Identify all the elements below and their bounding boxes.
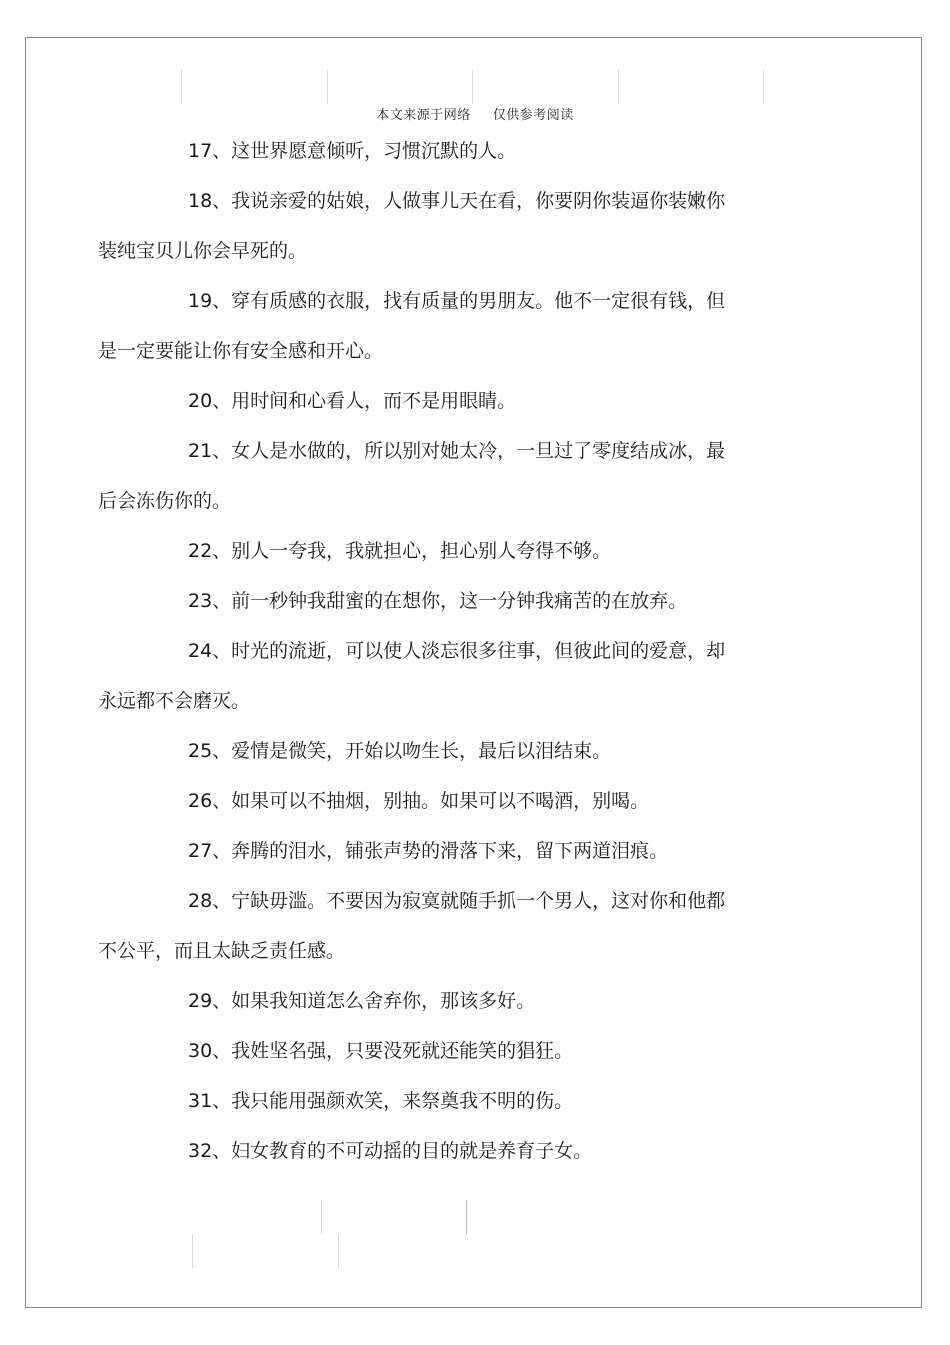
- item-line: 30、我姓坚名强，只要没死就还能笑的猖狂。: [188, 1040, 574, 1062]
- footer-tick: [192, 1234, 193, 1268]
- list-item: [143, 776, 779, 826]
- header-tick: [472, 70, 473, 104]
- footer-tick: [338, 1234, 339, 1268]
- list-item: [143, 976, 779, 1026]
- list-item: [143, 1026, 779, 1076]
- list-item: [98, 276, 779, 376]
- item-line: 22、别人一夸我，我就担心，担心别人夸得不够。: [188, 540, 612, 562]
- item-line-continued: 不公平，而且太缺乏责任感。: [98, 940, 346, 962]
- item-line: 32、妇女教育的不可动摇的目的就是养育子女。: [188, 1140, 593, 1162]
- item-line-continued: 后会冻伤你的。: [98, 490, 232, 512]
- list-item: [98, 626, 779, 726]
- header-source: 本文来源于网络: [376, 108, 471, 123]
- item-line: 28、宁缺毋滥。不要因为寂寞就随手抓一个男人，这对你和他都: [188, 890, 726, 912]
- item-line: 27、奔腾的泪水，铺张声势的滑落下来，留下两道泪痕。: [188, 840, 669, 862]
- header-tick: [618, 70, 619, 104]
- item-line-continued: 永远都不会磨灭。: [98, 690, 251, 712]
- list-item: [98, 876, 779, 976]
- item-line-continued: 装纯宝贝儿你会早死的。: [98, 240, 308, 262]
- page-header: [0, 104, 950, 123]
- document-body: [98, 126, 779, 1176]
- list-item: [143, 726, 779, 776]
- header-tick: [181, 70, 182, 104]
- item-line: 21、女人是水做的，所以别对她太冷，一旦过了零度结成冰，最: [188, 440, 726, 462]
- item-line: 20、用时间和心看人，而不是用眼睛。: [188, 390, 517, 412]
- item-line: 23、前一秒钟我甜蜜的在想你，这一分钟我痛苦的在放弃。: [188, 590, 688, 612]
- item-line: 18、我说亲爱的姑娘，人做事儿天在看，你要阴你装逼你装嫩你: [188, 190, 726, 212]
- list-item: [143, 526, 779, 576]
- header-tick: [327, 70, 328, 104]
- list-item: [143, 376, 779, 426]
- item-line: 17、这世界愿意倾听，习惯沉默的人。: [188, 140, 517, 162]
- header-notice: 仅供参考阅读: [492, 108, 574, 123]
- list-item: [98, 176, 779, 276]
- list-item: [143, 126, 779, 176]
- item-line: 24、时光的流逝，可以使人淡忘很多往事，但彼此间的爱意，却: [188, 640, 726, 662]
- header-tick: [763, 70, 764, 104]
- item-line: 29、如果我知道怎么舍弃你，那该多好。: [188, 990, 536, 1012]
- footer-tick: [321, 1200, 322, 1234]
- item-line: 26、如果可以不抽烟，别抽。如果可以不喝酒，别喝。: [188, 790, 650, 812]
- list-item: [143, 826, 779, 876]
- list-item: [143, 576, 779, 626]
- footer-tick: [466, 1200, 467, 1234]
- item-line-continued: 是一定要能让你有安全感和开心。: [98, 340, 384, 362]
- list-item: [143, 1126, 779, 1176]
- item-line: 25、爱情是微笑，开始以吻生长，最后以泪结束。: [188, 740, 612, 762]
- list-item: [143, 1076, 779, 1126]
- item-line: 19、穿有质感的衣服，找有质量的男朋友。他不一定很有钱，但: [188, 290, 726, 312]
- list-item: [98, 426, 779, 526]
- item-line: 31、我只能用强颜欢笑，来祭奠我不明的伤。: [188, 1090, 574, 1112]
